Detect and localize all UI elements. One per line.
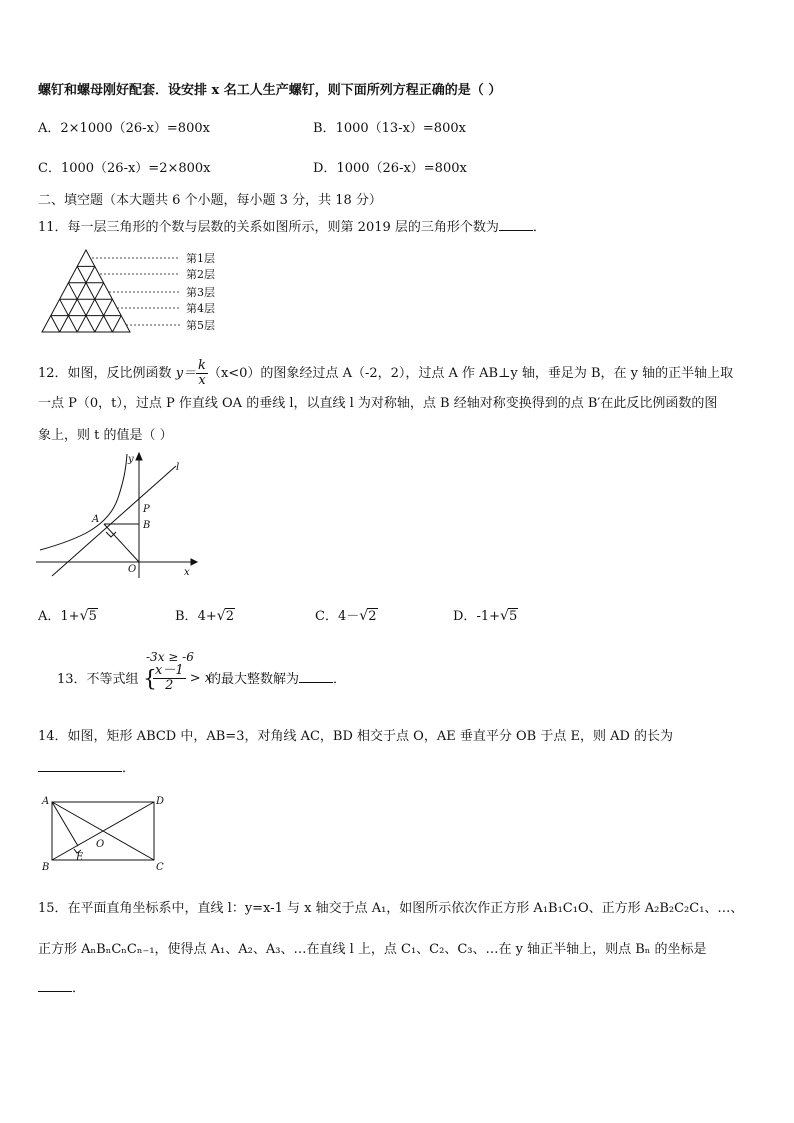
q10-option-b: B．1000（13-x）=800x bbox=[313, 121, 466, 136]
section-title: 二、填空题（本大题共 6 个小题，每小题 3 分，共 18 分） bbox=[38, 193, 382, 208]
point-label-a: A bbox=[92, 514, 100, 525]
q12-option-b: B．4+√ 2 bbox=[175, 608, 235, 626]
q13-prefix: 13．不等式组 bbox=[57, 672, 139, 687]
q13-inequality-1: -3x ≥ -6 bbox=[146, 650, 194, 664]
point-label-o: O bbox=[96, 839, 105, 850]
q11-triangle-figure bbox=[36, 246, 236, 338]
layer-label: 第2层 bbox=[186, 268, 215, 281]
q10-stem: 螺钉和螺母刚好配套．设安排 x 名工人生产螺钉，则下面所列方程正确的是（ ） bbox=[38, 83, 502, 98]
layer-label: 第5层 bbox=[186, 319, 215, 332]
q12-option-c: C．4－√ 2 bbox=[315, 608, 378, 626]
layer-label: 第4层 bbox=[186, 302, 215, 315]
point-label-b: B bbox=[42, 862, 50, 873]
axis-label-y: y bbox=[128, 454, 134, 465]
q12-line3: 象上，则 t 的值是（ ） bbox=[38, 428, 173, 443]
line-label-l: l bbox=[176, 462, 180, 473]
point-label-d: D bbox=[156, 796, 165, 807]
q14-answer-line: ． bbox=[38, 760, 135, 778]
q12-line2: 一点 P（0，t），过点 P 作直线 OA 的垂线 l，以直线 l 为对称轴，点 B 经轴对称变换得到的点 B′在此反比例函数的图 bbox=[38, 396, 718, 411]
q12-option-a: A．1+√ 5 bbox=[38, 608, 98, 626]
q14-rectangle-figure bbox=[36, 792, 176, 876]
layer-label: 第1层 bbox=[186, 252, 215, 265]
point-label-e: E bbox=[76, 852, 84, 863]
layer-label: 第3层 bbox=[186, 286, 215, 299]
q13-inequality-2: $\frac{x-1}{2}$ > x bbox=[155, 663, 213, 693]
q10-option-d: D．1000（26-x）=800x bbox=[313, 161, 467, 176]
q10-option-c: C．1000（26-x）=2×800x bbox=[38, 161, 211, 176]
q12-fraction: $\frac{k}{x}$ bbox=[198, 358, 206, 388]
q13-suffix: 的最大整数解为 ． bbox=[208, 672, 347, 687]
q15-answer-line: ． bbox=[38, 980, 85, 998]
point-label-a: A bbox=[42, 796, 50, 807]
point-label-c: C bbox=[156, 862, 164, 873]
q13-brace: { bbox=[143, 667, 157, 692]
q15-line2: 正方形 AₙBₙCₙCₙ₋₁，使得点 A₁、A₂、A₃、…在直线 l 上，点 C₁、C₂、C₃、…在 y 轴正半轴上，则点 Bₙ 的坐标是 bbox=[38, 942, 707, 957]
point-label-o: O bbox=[128, 564, 137, 575]
point-label-b: B bbox=[143, 520, 151, 531]
q14-stem: 14．如图，矩形 ABCD 中，AB=3，对角线 AC，BD 相交于点 O，AE 垂直平分 OB 于点 E，则 AD 的长为 bbox=[38, 729, 674, 744]
q12-line1: 12．如图，反比例函数 y＝ $\frac{k}{x}$ （x<0）的图象经过点 A（-2，2），过点 A 作 AB⊥y 轴，垂足为 B，在 y 轴的正半轴上取 bbox=[38, 358, 734, 388]
point-label-p: P bbox=[143, 504, 150, 515]
axis-label-x: x bbox=[184, 567, 190, 578]
q10-option-a: A．2×1000（26-x）=800x bbox=[38, 121, 210, 136]
q12-option-d: D．-1+√ 5 bbox=[453, 608, 518, 626]
q12-graph bbox=[36, 450, 201, 580]
q11-stem: 11．每一层三角形的个数与层数的关系如图所示，则第 2019 层的三角形个数为 ． bbox=[38, 220, 546, 235]
q15-line1: 15．在平面直角坐标系中，直线 l：y=x-1 与 x 轴交于点 A₁，如图所示依次作正方形 A₁B₁C₁O、正方形 A₂B₂C₂C₁、…、 bbox=[38, 901, 744, 916]
